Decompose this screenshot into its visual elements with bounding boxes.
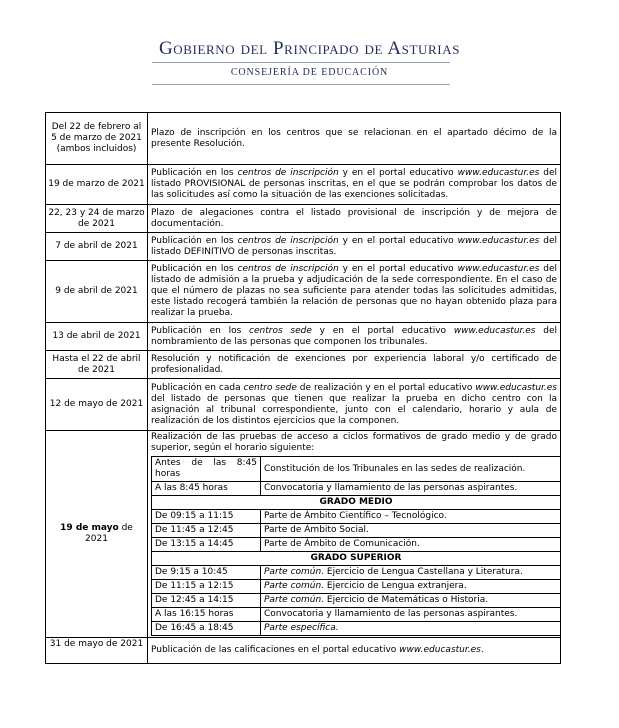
schedule-section-header [152, 552, 561, 566]
date-cell: 13 de abril de 2021 [46, 323, 148, 351]
calendar-row-exam-day [46, 431, 561, 638]
exam-intro: Realización de las pruebas de acceso a ciclos formativos de grado medio y de grado superior, según el horario siguiente: [151, 432, 557, 453]
schedule-row [152, 482, 561, 496]
schedule-row [152, 594, 561, 608]
grado-medio-heading: GRADO MEDIO [152, 496, 561, 510]
description-cell: Publicación de las calificaciones en el portal educativo www.educastur.es. [148, 638, 561, 664]
description-cell: Publicación en cada centro sede de realización y en el portal educativo www.educastur.es del listado de personas que tienen que realizar la prueba en dicho centro con la asignación al tribunal correspondiente, junto con el calendario, horario y aula de realización de los distintos ejercicios que la componen. [148, 379, 561, 431]
schedule-time: De 09:15 a 11:15 [152, 510, 261, 524]
calendar-row [46, 165, 561, 205]
schedule-activity: Parte de Ámbito Científico – Tecnológico. [261, 510, 561, 524]
calendar-row [46, 261, 561, 323]
schedule-activity: Parte de Ámbito Social. [261, 524, 561, 538]
schedule-time: De 16:45 a 18:45 [152, 622, 261, 636]
schedule-activity: Parte de Ámbito de Comunicación. [261, 538, 561, 552]
calendar-row [46, 233, 561, 261]
calendar-row [46, 205, 561, 233]
schedule-time: De 13:15 a 14:45 [152, 538, 261, 552]
schedule-activity: Parte común. Ejercicio de Matemáticas o Historia. [261, 594, 561, 608]
schedule-time: A las 8:45 horas [152, 482, 261, 496]
schedule-time: Antes de las 8:45 horas [152, 457, 261, 482]
exam-schedule-table [151, 456, 561, 636]
description-cell: Publicación en los centros de inscripción y en el portal educativo www.educastur.es del listado DEFINITIVO de personas inscritas. [148, 233, 561, 261]
description-cell [148, 431, 561, 638]
schedule-time: De 11:15 a 12:15 [152, 580, 261, 594]
date-cell: 12 de mayo de 2021 [46, 379, 148, 431]
date-cell: 19 de mayo de 2021 [46, 431, 148, 638]
header-divider-top [152, 62, 450, 63]
schedule-activity: Parte específica. [261, 622, 561, 636]
description-cell: Publicación en los centros de inscripción y en el portal educativo www.educastur.es del listado PROVISIONAL de personas inscritas, en el que se podrán comprobar los datos de las solicitudes así como la situación de las exenciones solicitadas. [148, 165, 561, 205]
date-cell: Hasta el 22 de abril de 2021 [46, 351, 148, 379]
calendar-row [46, 323, 561, 351]
schedule-section-header [152, 496, 561, 510]
description-cell: Plazo de alegaciones contra el listado provisional de inscripción y de mejora de documentación. [148, 205, 561, 233]
date-cell: 9 de abril de 2021 [46, 261, 148, 323]
schedule-row [152, 510, 561, 524]
description-cell: Plazo de inscripción en los centros que se relacionan en el apartado décimo de la presente Resolución. [148, 113, 561, 165]
schedule-activity: Parte común. Ejercicio de Lengua extranjera. [261, 580, 561, 594]
schedule-time: De 11:45 a 12:45 [152, 524, 261, 538]
schedule-time: De 12:45 a 14:15 [152, 594, 261, 608]
calendar-row [46, 113, 561, 165]
schedule-row [152, 538, 561, 552]
department-title: CONSEJERÍA DE EDUCACIÓN [230, 67, 389, 78]
description-cell: Publicación en los centros sede y en el portal educativo www.educastur.es del nombramiento de las personas que componen los tribunales. [148, 323, 561, 351]
organization-title: Gobierno del Principado de Asturias [158, 38, 461, 59]
calendar-row [46, 379, 561, 431]
date-cell: 19 de marzo de 2021 [46, 165, 148, 205]
grado-superior-heading: GRADO SUPERIOR [152, 552, 561, 566]
document-header [0, 0, 619, 110]
date-cell: 7 de abril de 2021 [46, 233, 148, 261]
schedule-activity: Convocatoria y llamamiento de las personas aspirantes. [261, 482, 561, 496]
description-cell: Publicación en los centros de inscripción y en el portal educativo www.educastur.es del listado de admisión a la prueba y adjudicación de la sede correspondiente. En el caso de que el número de plazas no sea suficiente para atender todas las solicitudes admitidas, este listado recogerá también la relación de personas que no hayan obtenido plaza para realizar la prueba. [148, 261, 561, 323]
calendar-row [46, 351, 561, 379]
schedule-row [152, 608, 561, 622]
date-cell: Del 22 de febrero al 5 de marzo de 2021 (ambos incluidos) [46, 113, 148, 165]
schedule-activity: Parte común. Ejercicio de Lengua Castellana y Literatura. [261, 566, 561, 580]
calendar-row [46, 638, 561, 664]
description-cell: Resolución y notificación de exenciones por experiencia laboral y/o certificado de profesionalidad. [148, 351, 561, 379]
date-cell: 31 de mayo de 2021 [46, 638, 148, 664]
schedule-row [152, 580, 561, 594]
schedule-row [152, 524, 561, 538]
date-cell: 22, 23 y 24 de marzo de 2021 [46, 205, 148, 233]
header-divider-bottom [152, 84, 450, 85]
schedule-row [152, 566, 561, 580]
calendar-table [45, 112, 561, 664]
schedule-activity: Convocatoria y llamamiento de las personas aspirantes. [261, 608, 561, 622]
schedule-time: De 9:15 a 10:45 [152, 566, 261, 580]
schedule-activity: Constitución de los Tribunales en las sedes de realización. [261, 457, 561, 482]
schedule-row [152, 457, 561, 482]
schedule-row [152, 622, 561, 636]
schedule-time: A las 16:15 horas [152, 608, 261, 622]
